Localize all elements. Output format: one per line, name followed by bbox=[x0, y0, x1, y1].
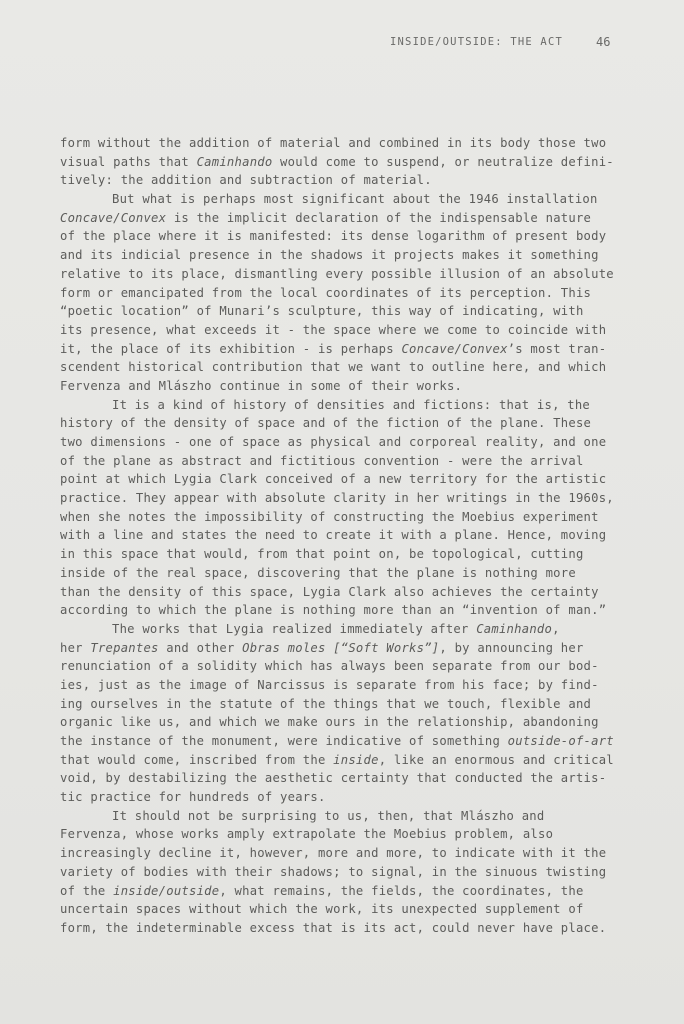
italic-text: Caminhando bbox=[476, 621, 553, 636]
text-span: It should not be surprising to us, then, that Mlászho and bbox=[112, 808, 545, 823]
text-line bbox=[60, 284, 620, 303]
text-line bbox=[60, 246, 620, 265]
text-line bbox=[60, 526, 620, 545]
text-span: form, the indeterminable excess that is its act, could never have place. bbox=[60, 920, 607, 935]
text-span: of the place where it is manifested: its dense logarithm of present body bbox=[60, 229, 607, 244]
text-span: the instance of the monument, were indicative of something bbox=[60, 734, 508, 748]
text-line bbox=[60, 601, 620, 620]
italic-text: Concave/Convex bbox=[60, 210, 167, 225]
text-span: when she notes the impossibility of constructing the Moebius experiment bbox=[60, 509, 599, 524]
text-line bbox=[60, 452, 620, 471]
text-line bbox=[60, 788, 620, 807]
text-line bbox=[60, 713, 620, 732]
text-span: tively: the addition and subtraction of material. bbox=[60, 173, 432, 188]
italic-text: inside bbox=[333, 752, 379, 767]
text-line bbox=[60, 769, 620, 788]
text-span: relative to its place, dismantling every possible illusion of an absolute bbox=[60, 266, 614, 281]
text-span: of the bbox=[60, 883, 114, 898]
text-span: ing ourselves in the statute of the things that we touch, flexible and bbox=[60, 696, 592, 711]
text-span: in this space that would, from that point on, be topological, cutting bbox=[60, 547, 584, 562]
text-span: with a line and states the need to create it with a plane. Hence, moving bbox=[60, 528, 607, 543]
italic-text: Trepantes bbox=[90, 640, 159, 655]
text-span: inside of the real space, discovering that the plane is nothing more bbox=[60, 565, 576, 580]
text-line bbox=[60, 919, 620, 938]
text-span: and other bbox=[158, 640, 243, 655]
text-span: visual paths that bbox=[60, 154, 197, 169]
text-line bbox=[60, 377, 620, 396]
text-span: is the implicit declaration of the indispensable nature bbox=[166, 210, 592, 225]
text-span: point at which Lygia Clark conceived of a new territory for the artistic bbox=[60, 472, 607, 487]
text-line bbox=[60, 751, 620, 770]
text-line bbox=[60, 676, 620, 695]
text-line bbox=[60, 190, 620, 209]
text-line bbox=[60, 433, 620, 452]
text-span: and its indicial presence in the shadows it projects makes it something bbox=[60, 248, 599, 263]
text-span: , by announcing her bbox=[439, 640, 584, 655]
italic-text: Caminhando bbox=[196, 154, 273, 169]
text-line bbox=[60, 639, 620, 658]
text-line bbox=[60, 732, 620, 751]
text-span: But what is perhaps most significant about the 1946 installation bbox=[112, 192, 598, 207]
text-line bbox=[60, 209, 620, 228]
italic-text: Concave/Convex bbox=[401, 341, 508, 356]
text-span: according to which the plane is nothing more than an “invention of man.” bbox=[60, 603, 607, 618]
text-span: ies, just as the image of Narcissus is separate from his face; by find- bbox=[60, 677, 599, 692]
text-span: , like an enormous and critical bbox=[378, 752, 614, 767]
text-span: her bbox=[60, 640, 91, 655]
text-line bbox=[60, 863, 620, 882]
text-line bbox=[60, 508, 620, 527]
text-line bbox=[60, 358, 620, 377]
text-span: variety of bodies with their shadows; to signal, in the sinuous twisting bbox=[60, 864, 607, 879]
running-head: INSIDE/OUTSIDE: THE ACT bbox=[390, 36, 563, 48]
text-span: scendent historical contribution that we want to outline here, and which bbox=[60, 360, 607, 375]
text-line bbox=[60, 340, 620, 359]
text-span: its presence, what exceeds it - the space where we come to coincide with bbox=[60, 322, 607, 337]
text-span: form without the addition of material and combined in its body those two bbox=[60, 136, 607, 150]
text-span: Fervenza and Mlászho continue in some of their works. bbox=[60, 378, 463, 393]
text-line bbox=[60, 583, 620, 602]
page-number: 46 bbox=[596, 35, 611, 49]
text-line bbox=[60, 302, 620, 321]
text-span: form or emancipated from the local coordinates of its perception. This bbox=[60, 285, 592, 300]
text-line bbox=[60, 882, 620, 901]
text-span: The works that Lygia realized immediately after bbox=[112, 621, 477, 636]
text-line bbox=[60, 227, 620, 246]
text-line bbox=[60, 825, 620, 844]
text-span: organic like us, and which we make ours in the relationship, abandoning bbox=[60, 715, 599, 730]
text-line bbox=[60, 657, 620, 676]
text-span: practice. They appear with absolute clarity in her writings in the 1960s, bbox=[60, 491, 614, 506]
text-line bbox=[60, 620, 620, 639]
text-line bbox=[60, 171, 620, 190]
text-line bbox=[60, 844, 620, 863]
text-line bbox=[60, 900, 620, 919]
text-line bbox=[60, 695, 620, 714]
text-line bbox=[60, 321, 620, 340]
text-line bbox=[60, 807, 620, 826]
italic-text: inside/outside bbox=[113, 883, 220, 898]
italic-text: Obras moles [“Soft Works”] bbox=[242, 640, 440, 655]
text-span: tic practice for hundreds of years. bbox=[60, 790, 326, 805]
text-line bbox=[60, 489, 620, 508]
text-span: Fervenza, whose works amply extrapolate the Moebius problem, also bbox=[60, 827, 554, 842]
text-line bbox=[60, 153, 620, 172]
text-span: uncertain spaces without which the work, its unexpected supplement of bbox=[60, 902, 584, 917]
italic-text: outside-of-art bbox=[507, 734, 614, 748]
text-span: increasingly decline it, however, more and more, to indicate with it the bbox=[60, 846, 607, 861]
text-span: than the density of this space, Lygia Clark also achieves the certainty bbox=[60, 584, 599, 599]
text-span: renunciation of a solidity which has always been separate from our bod- bbox=[60, 659, 599, 674]
text-span: would come to suspend, or neutralize defini- bbox=[272, 154, 614, 169]
body-text bbox=[60, 134, 620, 938]
text-span: it, the place of its exhibition - is perhaps bbox=[60, 341, 402, 356]
text-line bbox=[60, 396, 620, 415]
text-span: , bbox=[552, 621, 560, 636]
text-line bbox=[60, 134, 620, 153]
text-span: void, by destabilizing the aesthetic certainty that conducted the artis- bbox=[60, 771, 607, 786]
text-line bbox=[60, 564, 620, 583]
text-span: of the plane as abstract and fictitious convention - were the arrival bbox=[60, 453, 584, 468]
text-line bbox=[60, 545, 620, 564]
text-span: It is a kind of history of densities and fictions: that is, the bbox=[112, 397, 591, 412]
text-line bbox=[60, 414, 620, 433]
text-span: ’s most tran- bbox=[507, 341, 607, 356]
text-span: “poetic location” of Munari’s sculpture, this way of indicating, with bbox=[60, 304, 584, 319]
text-span: history of the density of space and of the fiction of the plane. These bbox=[60, 416, 592, 431]
text-line bbox=[60, 470, 620, 489]
text-span: two dimensions - one of space as physical and corporeal reality, and one bbox=[60, 435, 607, 449]
text-line bbox=[60, 265, 620, 284]
text-span: , what remains, the fields, the coordinates, the bbox=[219, 883, 584, 898]
text-span: that would come, inscribed from the bbox=[60, 752, 334, 767]
